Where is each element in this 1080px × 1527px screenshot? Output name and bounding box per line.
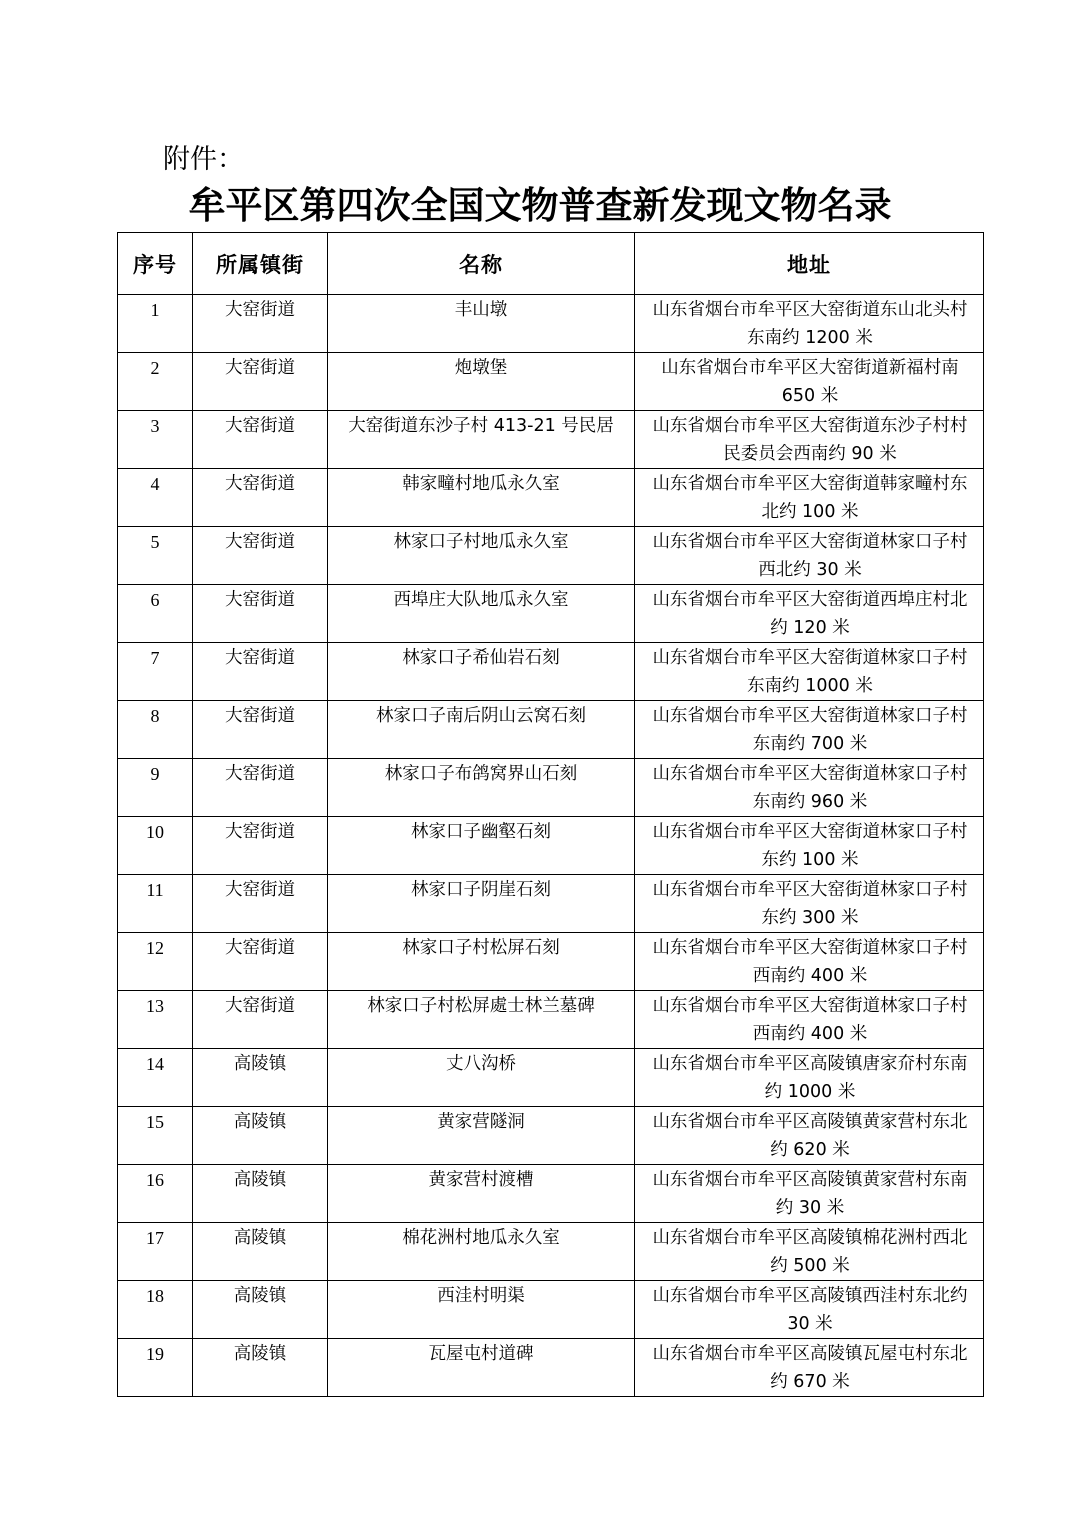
cell-seq: 13 (118, 991, 193, 1049)
cell-name: 林家口子希仙岩石刻 (328, 643, 635, 701)
cell-town: 高陵镇 (193, 1049, 328, 1107)
cell-seq: 19 (118, 1339, 193, 1397)
cell-name: 林家口子村松屏處士林兰墓碑 (328, 991, 635, 1049)
table-row (118, 1223, 984, 1281)
cell-address: 山东省烟台市牟平区大窑街道林家口子村东约 300 米 (635, 875, 984, 933)
cell-name: 林家口子村松屏石刻 (328, 933, 635, 991)
table-row (118, 353, 984, 411)
cell-address: 山东省烟台市牟平区高陵镇瓦屋屯村东北约 670 米 (635, 1339, 984, 1397)
table-row (118, 875, 984, 933)
cell-seq: 11 (118, 875, 193, 933)
cell-town: 高陵镇 (193, 1281, 328, 1339)
cell-address: 山东省烟台市牟平区大窑街道西埠庄村北约 120 米 (635, 585, 984, 643)
document-title: 牟平区第四次全国文物普查新发现文物名录 (188, 184, 892, 227)
cell-seq: 5 (118, 527, 193, 585)
cell-town: 大窑街道 (193, 701, 328, 759)
cell-name: 黄家营隧洞 (328, 1107, 635, 1165)
cell-address: 山东省烟台市牟平区大窑街道林家口子村西南约 400 米 (635, 933, 984, 991)
table-header (118, 233, 984, 295)
cell-address: 山东省烟台市牟平区大窑街道林家口子村东南约 1000 米 (635, 643, 984, 701)
cell-seq: 18 (118, 1281, 193, 1339)
cell-address: 山东省烟台市牟平区大窑街道韩家疃村东北约 100 米 (635, 469, 984, 527)
cell-seq: 12 (118, 933, 193, 991)
cell-address: 山东省烟台市牟平区高陵镇西洼村东北约 30 米 (635, 1281, 984, 1339)
cell-seq: 15 (118, 1107, 193, 1165)
table-row (118, 411, 984, 469)
cell-town: 大窑街道 (193, 643, 328, 701)
cell-address: 山东省烟台市牟平区高陵镇唐家夼村东南约 1000 米 (635, 1049, 984, 1107)
header-address: 地址 (635, 233, 984, 295)
cell-town: 大窑街道 (193, 411, 328, 469)
cell-name: 瓦屋屯村道碑 (328, 1339, 635, 1397)
cell-name: 林家口子南后阴山云窝石刻 (328, 701, 635, 759)
cell-seq: 6 (118, 585, 193, 643)
table-row (118, 1281, 984, 1339)
cell-address: 山东省烟台市牟平区大窑街道新福村南 650 米 (635, 353, 984, 411)
table-body (118, 295, 984, 1397)
cell-name: 韩家疃村地瓜永久室 (328, 469, 635, 527)
cell-seq: 3 (118, 411, 193, 469)
cell-name: 丈八沟桥 (328, 1049, 635, 1107)
table-row (118, 643, 984, 701)
cell-town: 高陵镇 (193, 1223, 328, 1281)
cell-town: 大窑街道 (193, 817, 328, 875)
cell-address: 山东省烟台市牟平区高陵镇黄家营村东北约 620 米 (635, 1107, 984, 1165)
cell-town: 大窑街道 (193, 527, 328, 585)
cell-town: 大窑街道 (193, 469, 328, 527)
cell-name: 棉花洲村地瓜永久室 (328, 1223, 635, 1281)
cell-name: 林家口子村地瓜永久室 (328, 527, 635, 585)
table-row (118, 295, 984, 353)
cell-name: 丰山墩 (328, 295, 635, 353)
cell-address: 山东省烟台市牟平区高陵镇黄家营村东南约 30 米 (635, 1165, 984, 1223)
cell-name: 西埠庄大队地瓜永久室 (328, 585, 635, 643)
cell-name: 炮墩堡 (328, 353, 635, 411)
cell-seq: 4 (118, 469, 193, 527)
cell-seq: 8 (118, 701, 193, 759)
cell-town: 大窑街道 (193, 759, 328, 817)
cell-seq: 1 (118, 295, 193, 353)
cell-address: 山东省烟台市牟平区大窑街道林家口子村西南约 400 米 (635, 991, 984, 1049)
table-row (118, 933, 984, 991)
header-row (118, 233, 984, 295)
cell-address: 山东省烟台市牟平区大窑街道林家口子村东南约 960 米 (635, 759, 984, 817)
attachment-label: 附件： (163, 144, 244, 175)
cell-town: 大窑街道 (193, 295, 328, 353)
cell-seq: 7 (118, 643, 193, 701)
table-row (118, 817, 984, 875)
cell-name: 黄家营村渡槽 (328, 1165, 635, 1223)
cell-town: 大窑街道 (193, 933, 328, 991)
cell-seq: 17 (118, 1223, 193, 1281)
table-row (118, 469, 984, 527)
table-row (118, 1165, 984, 1223)
cell-town: 大窑街道 (193, 353, 328, 411)
cell-seq: 14 (118, 1049, 193, 1107)
cell-town: 大窑街道 (193, 991, 328, 1049)
cell-name: 林家口子幽壑石刻 (328, 817, 635, 875)
cell-town: 高陵镇 (193, 1165, 328, 1223)
cell-town: 大窑街道 (193, 875, 328, 933)
table-row (118, 1049, 984, 1107)
cell-address: 山东省烟台市牟平区大窑街道林家口子村东约 100 米 (635, 817, 984, 875)
cell-address: 山东省烟台市牟平区大窑街道林家口子村西北约 30 米 (635, 527, 984, 585)
heritage-table (117, 232, 984, 1397)
cell-address: 山东省烟台市牟平区大窑街道东沙子村村民委员会西南约 90 米 (635, 411, 984, 469)
table-row (118, 991, 984, 1049)
header-town: 所属镇街 (193, 233, 328, 295)
table-row (118, 759, 984, 817)
header-seq: 序号 (118, 233, 193, 295)
cell-address: 山东省烟台市牟平区大窑街道东山北头村东南约 1200 米 (635, 295, 984, 353)
table-row (118, 1339, 984, 1397)
cell-seq: 2 (118, 353, 193, 411)
cell-name: 林家口子布鸽窝界山石刻 (328, 759, 635, 817)
cell-seq: 10 (118, 817, 193, 875)
cell-name: 西洼村明渠 (328, 1281, 635, 1339)
cell-town: 高陵镇 (193, 1339, 328, 1397)
cell-address: 山东省烟台市牟平区高陵镇棉花洲村西北约 500 米 (635, 1223, 984, 1281)
table-row (118, 585, 984, 643)
cell-seq: 9 (118, 759, 193, 817)
table-row (118, 1107, 984, 1165)
table-row (118, 527, 984, 585)
table-row (118, 701, 984, 759)
cell-name: 林家口子阴崖石刻 (328, 875, 635, 933)
cell-name: 大窑街道东沙子村 413-21 号民居 (328, 411, 635, 469)
cell-town: 大窑街道 (193, 585, 328, 643)
cell-address: 山东省烟台市牟平区大窑街道林家口子村东南约 700 米 (635, 701, 984, 759)
header-name: 名称 (328, 233, 635, 295)
cell-town: 高陵镇 (193, 1107, 328, 1165)
cell-seq: 16 (118, 1165, 193, 1223)
